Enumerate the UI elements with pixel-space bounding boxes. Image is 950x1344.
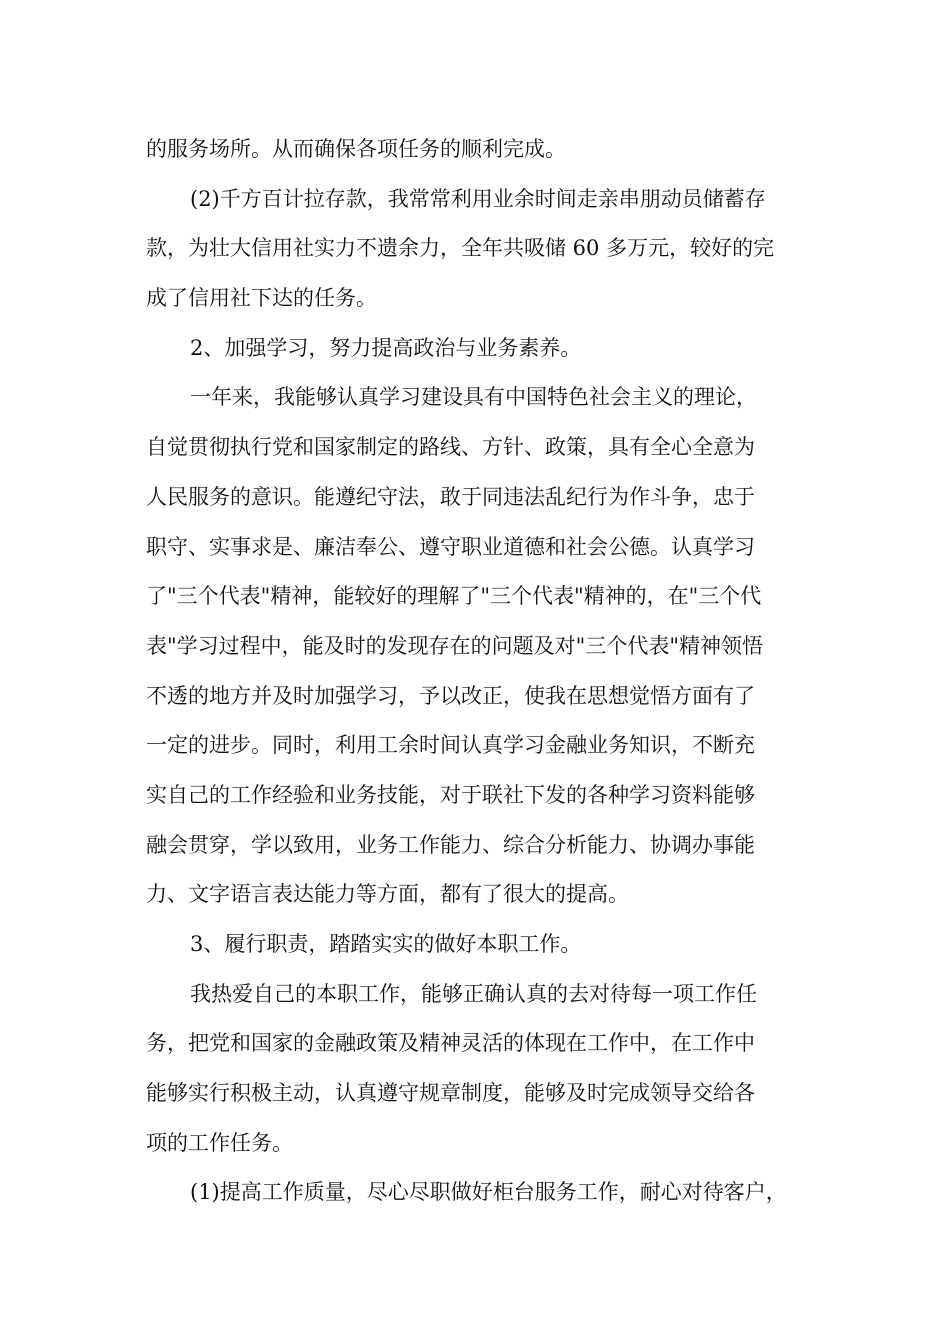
text-line: 一年来，我能够认真学习建设具有中国特色社会主义的理论，: [190, 385, 757, 410]
text-line: 我热爱自己的本职工作，能够正确认真的去对待每一项工作任: [190, 981, 757, 1006]
text-line: 能够实行积极主动，认真遵守规章制度，能够及时完成领导交给各: [146, 1081, 755, 1106]
section-heading: 3、履行职责，踏踏实实的做好本职工作。: [190, 932, 582, 956]
text-line: 了"三个代表"精神，能较好的理解了"三个代表"精神的，在"三个代: [146, 584, 762, 609]
text-line: 务，把党和国家的金融政策及精神灵活的体现在工作中，在工作中: [146, 1031, 755, 1056]
text-line: 成了信用社下达的任务。: [146, 286, 377, 311]
text-line: (2)千方百计拉存款，我常常利用业余时间走亲串朋动员储蓄存: [190, 186, 766, 211]
text-line: 职守、实事求是、廉洁奉公、遵守职业道德和社会公德。认真学习: [146, 534, 755, 559]
text-line: 的服务场所。从而确保各项任务的顺利完成。: [146, 137, 566, 161]
text-line: 一定的进步。同时，利用工余时间认真学习金融业务知识，不断充: [146, 733, 755, 758]
text-line: 不透的地方并及时加强学习，予以改正，使我在思想觉悟方面有了: [146, 683, 755, 708]
document-body: [146, 125, 836, 1218]
text-line: 自觉贯彻执行党和国家制定的路线、方针、政策，具有全心全意为: [146, 435, 755, 460]
text-line: 表"学习过程中，能及时的发现存在的问题及对"三个代表"精神领悟: [146, 633, 763, 658]
text-line: 人民服务的意识。能遵纪守法，敢于同违法乱纪行为作斗争，忠于: [146, 484, 755, 509]
text-line: 项的工作任务。: [146, 1130, 293, 1155]
text-line: 款，为壮大信用社实力不遗余力，全年共吸储 60 多万元，较好的完: [146, 236, 775, 261]
text-line: (1)提高工作质量，尽心尽职做好柜台服务工作，耐心对待客户，: [190, 1180, 787, 1205]
text-line: 融会贯穿，学以致用，业务工作能力、综合分析能力、协调办事能: [146, 832, 755, 857]
section-heading: 2、加强学习，努力提高政治与业务素养。: [190, 335, 582, 360]
text-line: 实自己的工作经验和业务技能，对于联社下发的各种学习资料能够: [146, 782, 755, 807]
text-line: 力、文字语言表达能力等方面，都有了很大的提高。: [146, 882, 629, 907]
